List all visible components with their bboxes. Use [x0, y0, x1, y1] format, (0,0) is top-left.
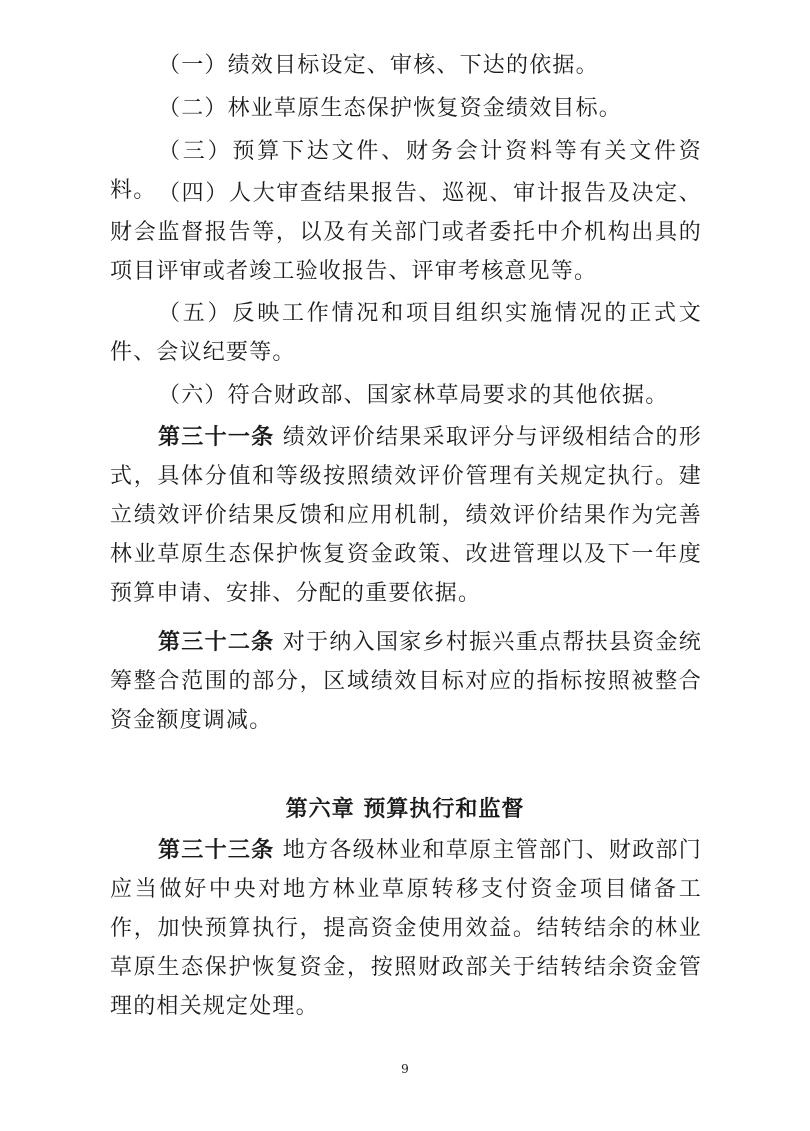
- article-31-text: 绩效评价结果采取评分与评级相结合的形式，具体分值和等级按照绩效评价管理有关规定执行。建立绩效评价结果反馈和应用机制，绩效评价结果作为完善林业草原生态保护恢复资金政策、改进管理以及下一年度预算申请、安排、分配的重要依据。: [110, 425, 702, 606]
- basis-item-3: （三）预算下达文件、财务会计资料等有关文件资料。: [110, 139, 702, 203]
- page-number: 9: [401, 1062, 409, 1076]
- basis-item-2: （二）林业草原生态保护恢复资金绩效目标。: [158, 96, 623, 121]
- basis-item-4: （四）人大审查结果报告、巡视、审计报告及决定、财会监督报告等，以及有关部门或者委托中介机构出具的项目评审或者竣工验收报告、评审考核意见等。: [110, 181, 702, 284]
- article-33-text: 地方各级林业和草原主管部门、财政部门应当做好中央对地方林业草原转移支付资金项目储备工作，加快预算执行，提高资金使用效益。结转结余的林业草原生态保护恢复资金，按照财政部关于结转结余资金管理的相关规定处理。: [110, 838, 702, 1019]
- article-31: [110, 418, 702, 613]
- article-32-text: 对于纳入国家乡村振兴重点帮扶县资金统筹整合范围的部分，区域绩效目标对应的指标按照被整合资金额度调减。: [110, 630, 702, 733]
- article-33-title: 第三十三条: [158, 838, 275, 863]
- article-33: [110, 831, 702, 1026]
- article-31-title: 第三十一条: [158, 425, 275, 450]
- article-32: [110, 623, 702, 740]
- article-32-title: 第三十二条: [158, 630, 275, 655]
- basis-item-6: （六）符合财政部、国家林草局要求的其他依据。: [158, 383, 669, 408]
- basis-item-1: （一）绩效目标设定、审核、下达的依据。: [158, 53, 599, 78]
- basis-item-5: （五）反映工作情况和项目组织实施情况的正式文件、会议纪要等。: [110, 301, 702, 365]
- chapter-title: 第六章 预算执行和监督: [285, 797, 525, 822]
